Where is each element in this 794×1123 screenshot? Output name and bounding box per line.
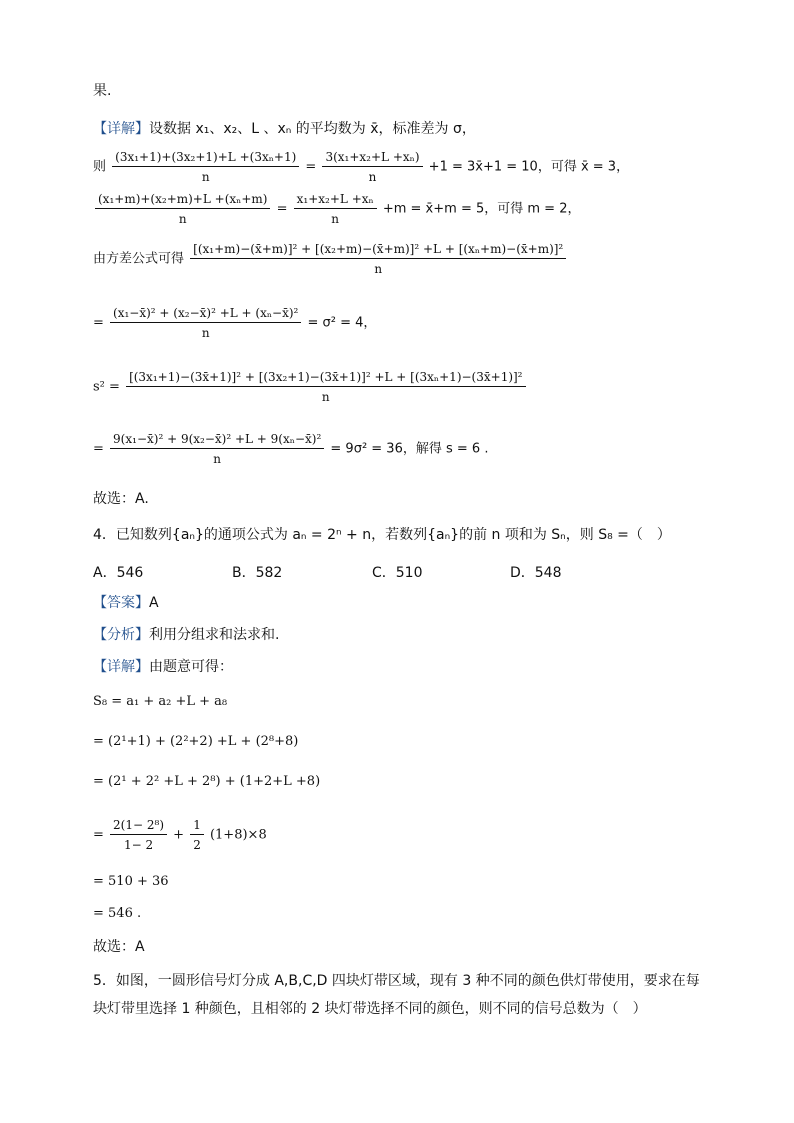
numerator: 2(1− 2⁸) <box>110 818 167 835</box>
text: +m = x̄+m = 5，可得 m = 2， <box>382 201 581 217</box>
fraction <box>294 192 377 226</box>
detail-tag: 【详解】 <box>93 659 149 675</box>
text: 则 <box>93 159 107 175</box>
equals: = <box>93 827 104 843</box>
numerator: 3(x₁+x₂+L +xₙ) <box>322 150 422 167</box>
option-d: D．548 <box>510 565 562 581</box>
option-b: B．582 <box>232 565 283 581</box>
text: 利用分组求和法求和. <box>149 627 280 643</box>
equation-line <box>93 306 376 340</box>
equation-line: = (2¹ + 2² +L + 2⁸) + (1+2+L +8) <box>93 774 321 789</box>
fraction <box>112 150 299 184</box>
equation-line <box>93 242 568 276</box>
detail-tag: 【详解】 <box>93 121 149 137</box>
numerator: 1 <box>190 818 204 835</box>
equals: = <box>93 315 104 331</box>
analysis-line <box>93 626 279 644</box>
question-4: 4．已知数列{aₙ}的通项公式为 aₙ = 2ⁿ + n，若数列{aₙ}的前 n 项和为 Sₙ，则 S₈ =（ ） <box>93 527 671 543</box>
equation-line: = 546 . <box>93 906 142 921</box>
answer-value: A <box>149 595 159 611</box>
question-5-line-2: 块灯带里选择 1 种颜色，且相邻的 2 块灯带选择不同的颜色，则不同的信号总数为（ ） <box>93 1001 647 1017</box>
text: = 9σ² = 36，解得 s = 6 . <box>330 441 489 457</box>
fraction <box>110 432 324 466</box>
equals: = <box>276 201 288 217</box>
text: 由题意可得： <box>149 659 233 675</box>
answer-line <box>93 594 159 612</box>
text-line: 故选：A <box>93 939 145 955</box>
numerator: (x₁+m)+(x₂+m)+L +(xₙ+m) <box>95 192 270 209</box>
denominator: n <box>178 212 187 226</box>
equation-line <box>93 370 528 404</box>
plus: + <box>173 827 185 843</box>
numerator: [(3x₁+1)−(3x̄+1)]² + [(3x₂+1)−(3x̄+1)]² +L + [(3xₙ+1)−(3x̄+1)]² <box>126 370 525 387</box>
denominator: n <box>331 212 340 226</box>
denominator: 1− 2 <box>123 838 154 852</box>
numerator: x₁+x₂+L +xₙ <box>294 192 377 209</box>
text: = σ² = 4， <box>307 315 377 331</box>
equation-line <box>93 150 629 184</box>
text-line: 果. <box>93 83 112 99</box>
analysis-tag: 【分析】 <box>93 627 149 643</box>
denominator: n <box>201 326 210 340</box>
answer-tag: 【答案】 <box>93 595 149 611</box>
fraction <box>110 818 167 852</box>
option-c: C．510 <box>372 565 423 581</box>
option-a: A．546 <box>93 565 144 581</box>
denominator: n <box>201 170 210 184</box>
lhs: s² = <box>93 379 120 395</box>
denominator: n <box>374 262 383 276</box>
solution-detail-line <box>93 120 476 138</box>
fraction <box>126 370 525 404</box>
equation-line: = (2¹+1) + (2²+2) +L + (2⁸+8) <box>93 734 299 749</box>
numerator: (x₁−x̄)² + (x₂−x̄)² +L + (xₙ−x̄)² <box>110 306 301 323</box>
equation-line: S₈ = a₁ + a₂ +L + a₈ <box>93 694 228 709</box>
equation-line: = 510 + 36 <box>93 874 169 889</box>
solution-detail-line <box>93 658 233 676</box>
fraction <box>95 192 270 226</box>
text-line: 故选：A. <box>93 491 149 507</box>
numerator: (3x₁+1)+(3x₂+1)+L +(3xₙ+1) <box>112 150 299 167</box>
fraction <box>190 818 204 852</box>
denominator: n <box>368 170 377 184</box>
denominator: n <box>321 390 330 404</box>
text: 设数据 x₁、x₂、L 、xₙ 的平均数为 x̄，标准差为 σ， <box>149 121 476 137</box>
question-5-line-1: 5．如图，一圆形信号灯分成 A,B,C,D 四块灯带区域，现有 3 种不同的颜色供灯带使用，要求在每 <box>93 973 700 989</box>
equation-line <box>93 818 267 852</box>
denominator: n <box>213 452 222 466</box>
equals: = <box>93 441 104 457</box>
equation-line <box>93 432 488 466</box>
denominator: 2 <box>193 838 201 852</box>
numerator: [(x₁+m)−(x̄+m)]² + [(x₂+m)−(x̄+m)]² +L + [(xₙ+m)−(x̄+m)]² <box>190 242 566 259</box>
fraction <box>322 150 422 184</box>
fraction <box>110 306 301 340</box>
text: (1+8)×8 <box>209 827 267 843</box>
text: +1 = 3x̄+1 = 10，可得 x̄ = 3， <box>428 159 630 175</box>
equation-line <box>93 192 580 226</box>
equals: = <box>305 159 317 175</box>
fraction <box>190 242 566 276</box>
numerator: 9(x₁−x̄)² + 9(x₂−x̄)² +L + 9(xₙ−x̄)² <box>110 432 324 449</box>
text: 由方差公式可得 <box>93 251 185 267</box>
